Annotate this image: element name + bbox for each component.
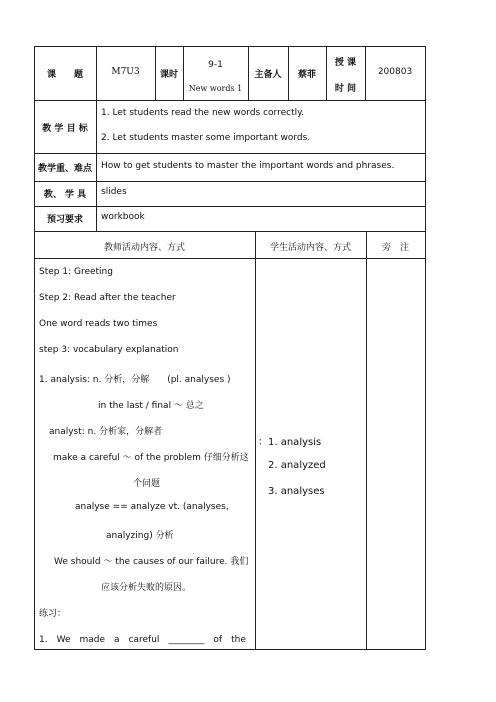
table-rule [366,231,367,650]
teacher-line: Step 1: Greeting [39,267,113,277]
focus-value: How to get students to master the important words and phrases. [101,161,395,171]
table-rule [34,181,425,182]
period-number: 9-1 [208,60,223,70]
lesson-label: 课 题 [46,70,83,80]
teach-time-label: 授 课 [334,58,357,68]
table-border-top [34,46,425,47]
teacher-line: analyst: n. 分析家，分解者 [49,427,163,437]
student-line: 3. analyses [268,486,325,497]
lesson-value: M7U3 [111,67,140,77]
teacher-line: Step 2: Read after the teacher [39,293,176,303]
preparer-label: 主备人 [254,70,282,80]
table-rule [255,231,256,650]
preparer-value: 蔡菲 [297,70,316,80]
teacher-line: step 3: vocabulary explanation [39,345,179,355]
teacher-line: 个问题 [133,479,161,489]
teach-time-value: 200803 [377,67,413,77]
teacher-line: 应该分析失败的原因。 [101,583,192,593]
focus-label: 教学重、难点 [37,164,92,174]
student-column-header: 学生活动内容、方式 [269,243,351,253]
teacher-line: We should ～ the causes of our failure. 我们 [54,557,249,567]
period-title: New words 1 [188,84,243,93]
table-rule [34,206,425,207]
student-line: 2. analyzed [268,460,326,471]
period-label: 课时 [159,70,178,80]
teacher-line: analyse == analyze vt. (analyses, [75,502,229,512]
teacher-line: 练习： [39,609,67,619]
tools-label: 教、 学 具 [43,190,87,200]
objective-item: 1. Let students read the new words correctly. [101,108,304,118]
objective-item: 2. Let students master some important words. [101,133,311,143]
table-rule [34,153,425,154]
student-line: ：1. analysis [258,437,322,448]
teacher-line: 1. analysis: n. 分析，分解 (pl. analyses ) [39,375,231,385]
tools-value: slides [101,187,127,197]
preview-value: workbook [101,212,145,222]
table-border-left [34,46,35,650]
teacher-line: in the last / final ～ 总之 [98,401,204,411]
table-border-right [425,46,426,650]
teach-time-label: 时 间 [334,84,357,94]
teacher-line: 1. We made a careful ________ of the [39,635,246,645]
notes-column-header: 旁 注 [381,243,409,253]
teacher-line: One word reads two times [39,319,158,329]
teacher-column-header: 教师活动内容、方式 [103,243,185,253]
objectives-label: 教 学 目 标 [42,124,88,134]
teacher-line: make a careful ～ of the problem 仔细分析这 [53,453,249,463]
teacher-line: analyzing) 分析 [106,531,174,541]
table-rule [34,100,425,101]
preview-label: 预习要求 [46,215,83,225]
